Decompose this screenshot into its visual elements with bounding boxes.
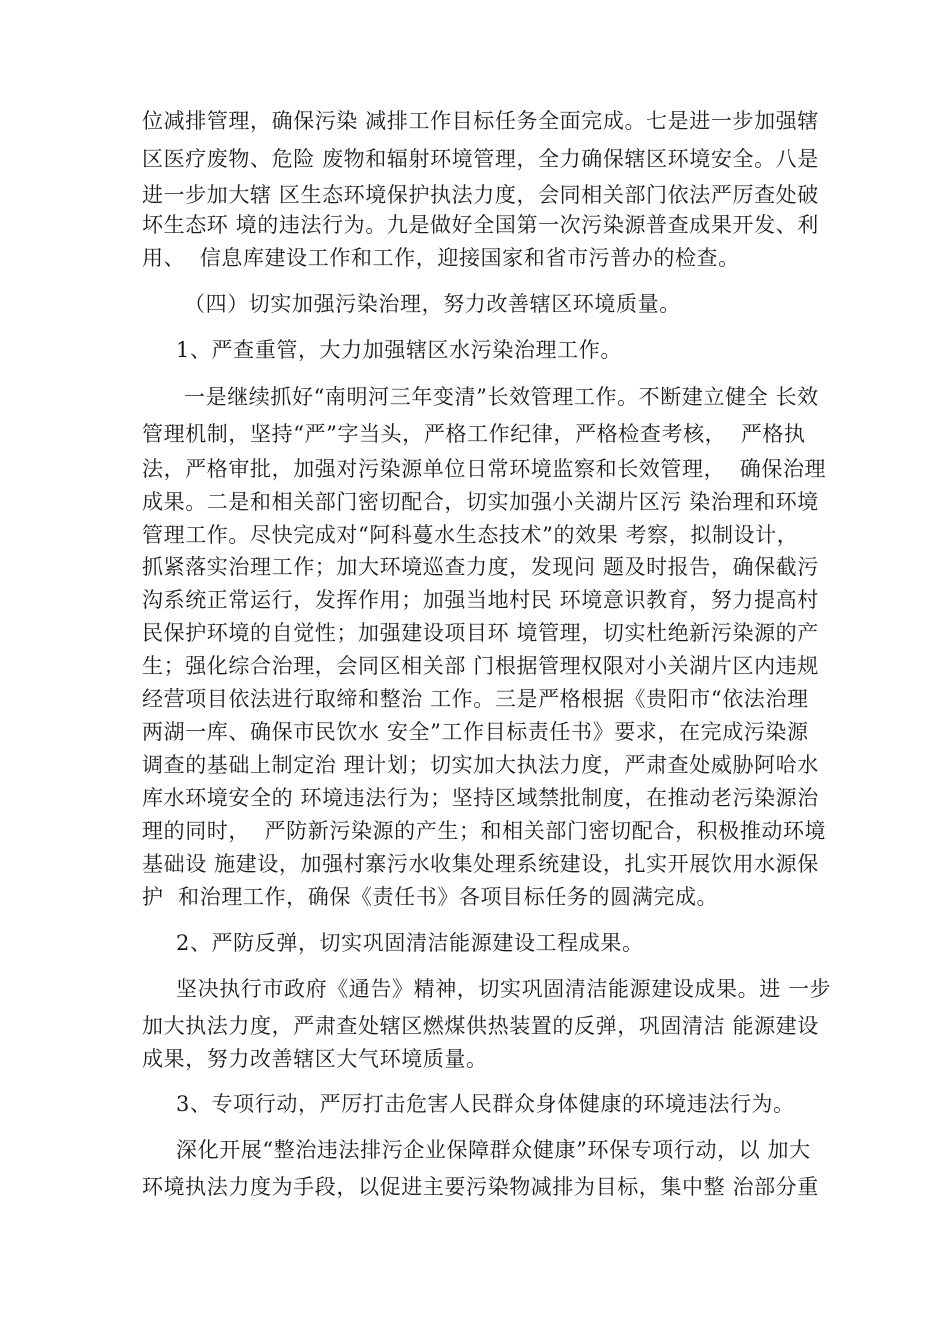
text-line: 抓紧落实治理工作；加大环境巡查力度，发现问 题及时报告，确保截污 [142, 555, 819, 579]
text-line: 经营项目依法进行取缔和整治 工作。三是严格根据《贵阳市“依法治理 [142, 687, 809, 711]
section-heading: （四）切实加强污染治理，努力改善辖区环境质量。 [184, 292, 681, 316]
text-line: 深化开展“整治违法排污企业保障群众健康”环保专项行动，以 加大 [176, 1138, 811, 1162]
text-line: 库水环境安全的 环境违法行为；坚持区域禁批制度，在推动老污染源治 [142, 786, 819, 810]
text-line: 加大执法力度，严肃查处辖区燃煤供热装置的反弹，巩固清洁 能源建设 [142, 1014, 819, 1038]
text-line: 管理机制，坚持“严”字当头，严格工作纪律，严格检查考核， 严格执 [142, 422, 806, 446]
text-line: 民保护环境的自觉性；加强建设项目环 境管理，切实杜绝新污染源的产 [142, 621, 819, 645]
text-line: 管理工作。尽快完成对“阿科蔓水生态技术”的效果 考察，拟制设计， [142, 523, 799, 547]
text-line: 进一步加大辖 区生态环境保护执法力度，会同相关部门依法严厉查处破 [142, 183, 819, 207]
text-line: 两湖一库、确保市民饮水 安全”工作目标责任书》要求，在完成污染源 [142, 720, 809, 744]
text-line: 坏生态环 境的违法行为。九是做好全国第一次污染源普查成果开发、利 [142, 213, 819, 237]
text-line: 成果。二是和相关部门密切配合，切实加强小关湖片区污 染治理和环境 [142, 490, 819, 514]
text-line: 坚决执行市政府《通告》精神，切实巩固清洁能源建设成果。进 一步 [176, 977, 832, 1001]
subsection-heading: 2、严防反弹，切实巩固清洁能源建设工程成果。 [176, 931, 644, 955]
text-line: 沟系统正常运行，发挥作用；加强当地村民 环境意识教育，努力提高村 [142, 588, 819, 612]
text-line: 用、 信息库建设工作和工作，迎接国家和省市污普办的检查。 [142, 246, 740, 270]
text-line: 调查的基础上制定治 理计划；切实加大执法力度，严肃查处威胁阿哈水 [142, 753, 819, 777]
text-line: 环境执法力度为手段，以促进主要污染物减排为目标，集中整 治部分重 [142, 1175, 819, 1199]
text-line: 法，严格审批，加强对污染源单位日常环境监察和长效管理， 确保治理 [142, 457, 827, 481]
text-line: 生；强化综合治理，会同区相关部 门根据管理权限对小关湖片区内违规 [142, 654, 819, 678]
subsection-heading: 1、严查重管，大力加强辖区水污染治理工作。 [176, 338, 622, 362]
text-line: 区医疗废物、危险 废物和辐射环境管理，全力确保辖区环境安全。八是 [142, 147, 819, 171]
text-line: 护 和治理工作，确保《责任书》各项目标任务的圆满完成。 [142, 885, 719, 909]
text-line: 成果，努力改善辖区大气环境质量。 [142, 1047, 488, 1071]
subsection-heading: 3、专项行动，严厉打击危害人民群众身体健康的环境违法行为。 [176, 1092, 795, 1116]
text-line: 基础设 施建设，加强村寨污水收集处理系统建设，扎实开展饮用水源保 [142, 852, 819, 876]
text-line: 位减排管理，确保污染 减排工作目标任务全面完成。七是进一步加强辖 [142, 109, 819, 133]
text-line: 理的同时， 严防新污染源的产生；和相关部门密切配合，积极推动环境 [142, 819, 827, 843]
text-line: 一是继续抓好“南明河三年变清”长效管理工作。不断建立健全 长效 [184, 385, 819, 409]
